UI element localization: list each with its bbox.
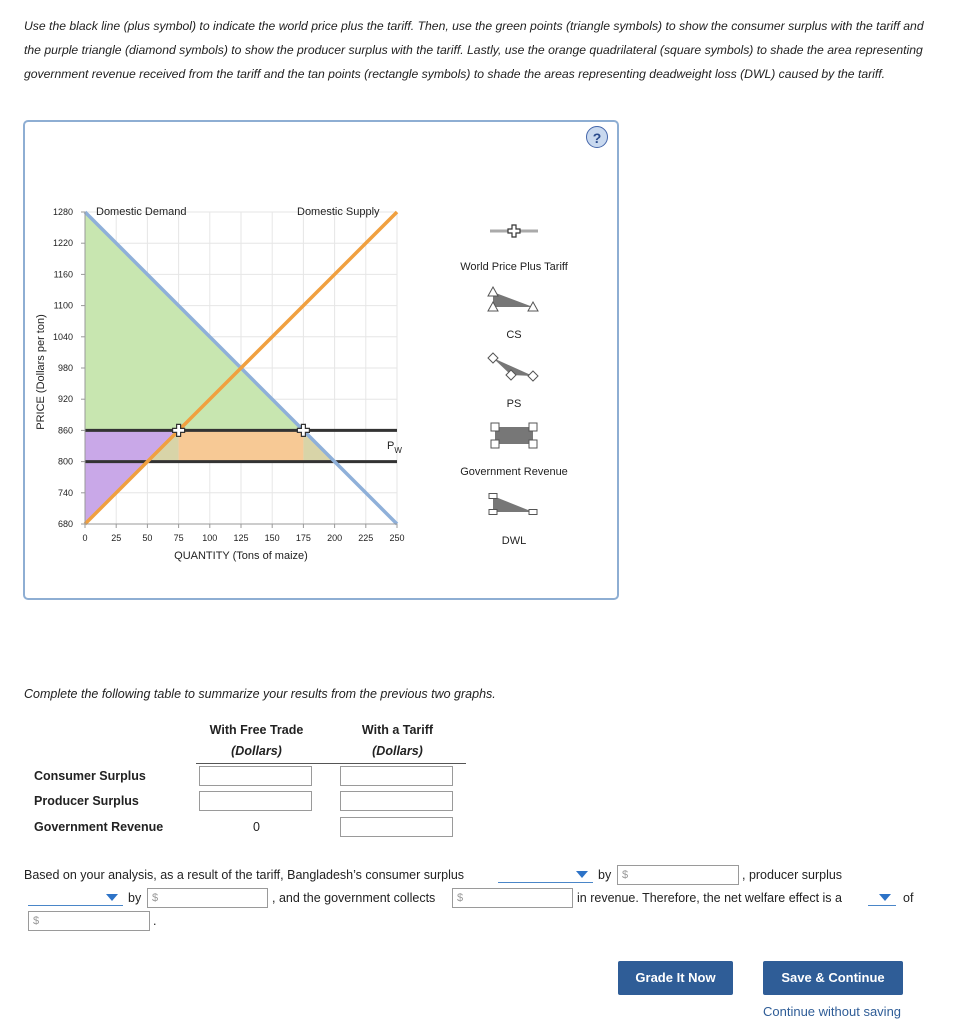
sentence-part1: Based on your analysis, as a result of the tariff, Bangladesh’s consumer surplus: [24, 868, 465, 882]
x-axis-label: QUANTITY (Tons of maize): [174, 550, 308, 562]
net-effect-amount-input[interactable]: $: [28, 911, 150, 931]
continue-without-saving-link[interactable]: Continue without saving: [763, 1004, 902, 1019]
y-tick-label: 800: [57, 456, 73, 467]
y-tick-label: 860: [57, 425, 73, 436]
x-tick-label: 225: [358, 533, 374, 543]
sentence-part5: of: [903, 891, 914, 905]
legend-world-price-label: World Price Plus Tariff: [460, 261, 568, 273]
net-effect-dropdown-arrow-icon[interactable]: [879, 894, 891, 901]
cs-free-trade-input[interactable]: [199, 766, 312, 786]
ps-free-trade-input[interactable]: [199, 791, 312, 811]
legend-rectangle-icon: [489, 494, 497, 499]
y-tick-label: 1040: [52, 331, 73, 342]
x-tick-label: 25: [111, 533, 122, 543]
grade-it-now-button[interactable]: Grade It Now: [618, 961, 733, 995]
sentence-by-2: by: [128, 891, 142, 905]
legend-triangle-icon: [488, 287, 498, 296]
gov-revenue-amount-input[interactable]: $: [452, 888, 573, 908]
y-tick-label: 680: [57, 519, 73, 529]
row-label-consumer-surplus: Consumer Surplus: [34, 769, 146, 783]
table-header-rule: [196, 763, 466, 764]
legend-cs-label: CS: [506, 329, 522, 341]
x-tick-label: 150: [264, 533, 280, 543]
world-price-label-sub: W: [394, 446, 402, 455]
col1-unit: (Dollars): [231, 744, 282, 758]
legend-diamond-icon: [528, 371, 538, 381]
supply-label: Domestic Supply: [297, 206, 380, 218]
col1-title: With Free Trade: [209, 723, 304, 737]
legend-square-icon: [491, 423, 499, 431]
legend-ps-label: PS: [506, 398, 522, 410]
sentence-part2: , producer surplus: [742, 868, 843, 882]
legend-square-icon: [491, 440, 499, 448]
legend-dwl-shape: [493, 496, 533, 512]
help-icon[interactable]: ?: [586, 126, 608, 148]
legend-plus-marker: [508, 225, 520, 237]
sentence-period: .: [153, 914, 157, 928]
y-tick-label: 1280: [52, 207, 73, 217]
gov-revenue-area: [179, 430, 304, 461]
sentence-part3: , and the government collects: [272, 891, 436, 905]
legend-gov-label: Government Revenue: [460, 466, 568, 478]
legend-square-icon: [529, 423, 537, 431]
x-tick-label: 75: [173, 533, 184, 543]
legend-square-icon: [529, 440, 537, 448]
save-continue-button[interactable]: Save & Continue: [763, 961, 903, 995]
legend-cs-triangle-shape: [493, 292, 533, 307]
ps-change-dropdown-arrow-icon[interactable]: [106, 894, 118, 901]
legend-rectangle-icon: [529, 510, 537, 515]
legend-dwl-label: DWL: [501, 535, 527, 547]
gr-free-trade-value: 0: [253, 820, 260, 834]
x-tick-label: 200: [327, 533, 343, 543]
cs-tariff-input[interactable]: [340, 766, 453, 786]
x-tick-label: 100: [202, 533, 218, 543]
y-tick-label: 980: [57, 363, 73, 373]
col2-title: With a Tariff: [361, 723, 434, 737]
x-tick-label: 175: [295, 533, 311, 543]
row-label-government-revenue: Government Revenue: [34, 820, 164, 834]
y-tick-label: 1220: [52, 238, 73, 249]
row-label-producer-surplus: Producer Surplus: [34, 794, 139, 808]
x-tick-label: 0: [82, 533, 88, 543]
y-tick-label: 740: [57, 487, 73, 498]
col2-unit: (Dollars): [372, 744, 423, 758]
y-tick-label: 1160: [53, 269, 73, 280]
ps-change-amount-input[interactable]: $: [147, 888, 268, 908]
y-axis-label: PRICE (Dollars per ton): [35, 314, 47, 430]
x-tick-label: 250: [389, 533, 405, 543]
x-tick-label: 125: [233, 533, 249, 543]
sentence-part4: in revenue. Therefore, the net welfare effect is a: [577, 891, 842, 905]
y-tick-label: 1100: [53, 300, 73, 311]
instructions: Use the black line (plus symbol) to indicate the world price plus the tariff. Then, use the green points (triangle symbols) to show the consumer surplus with the tariff and the purple triangle (diamond symbols) to show the producer surplus with the tariff. Lastly, use the orange quadrilateral (square symbols) to shade the area representing government revenue received from the tariff and the tan points (rectangle symbols) to shade the areas representing deadweight loss (DWL) caused by the tariff.: [24, 19, 924, 81]
summary-prompt: Complete the following table to summarize your results from the previous two graphs.: [24, 687, 496, 701]
x-tick-label: 50: [142, 533, 153, 543]
world-price-label: $P_W$: [387, 440, 402, 455]
cs-change-amount-input[interactable]: $: [617, 865, 739, 885]
ps-tariff-input[interactable]: [340, 791, 453, 811]
gr-tariff-input[interactable]: [340, 817, 453, 837]
cs-change-dropdown-arrow-icon[interactable]: [576, 871, 588, 878]
chart-legend: [460, 225, 569, 547]
sentence-by-1: by: [598, 868, 612, 882]
plus-marker-shape: [508, 225, 520, 237]
legend-rectangle-icon: [489, 510, 497, 515]
legend-diamond-icon: [488, 353, 498, 363]
demand-label: Domestic Demand: [96, 206, 187, 218]
y-tick-label: 920: [57, 394, 73, 405]
legend-gov-rect-shape: [495, 427, 533, 444]
